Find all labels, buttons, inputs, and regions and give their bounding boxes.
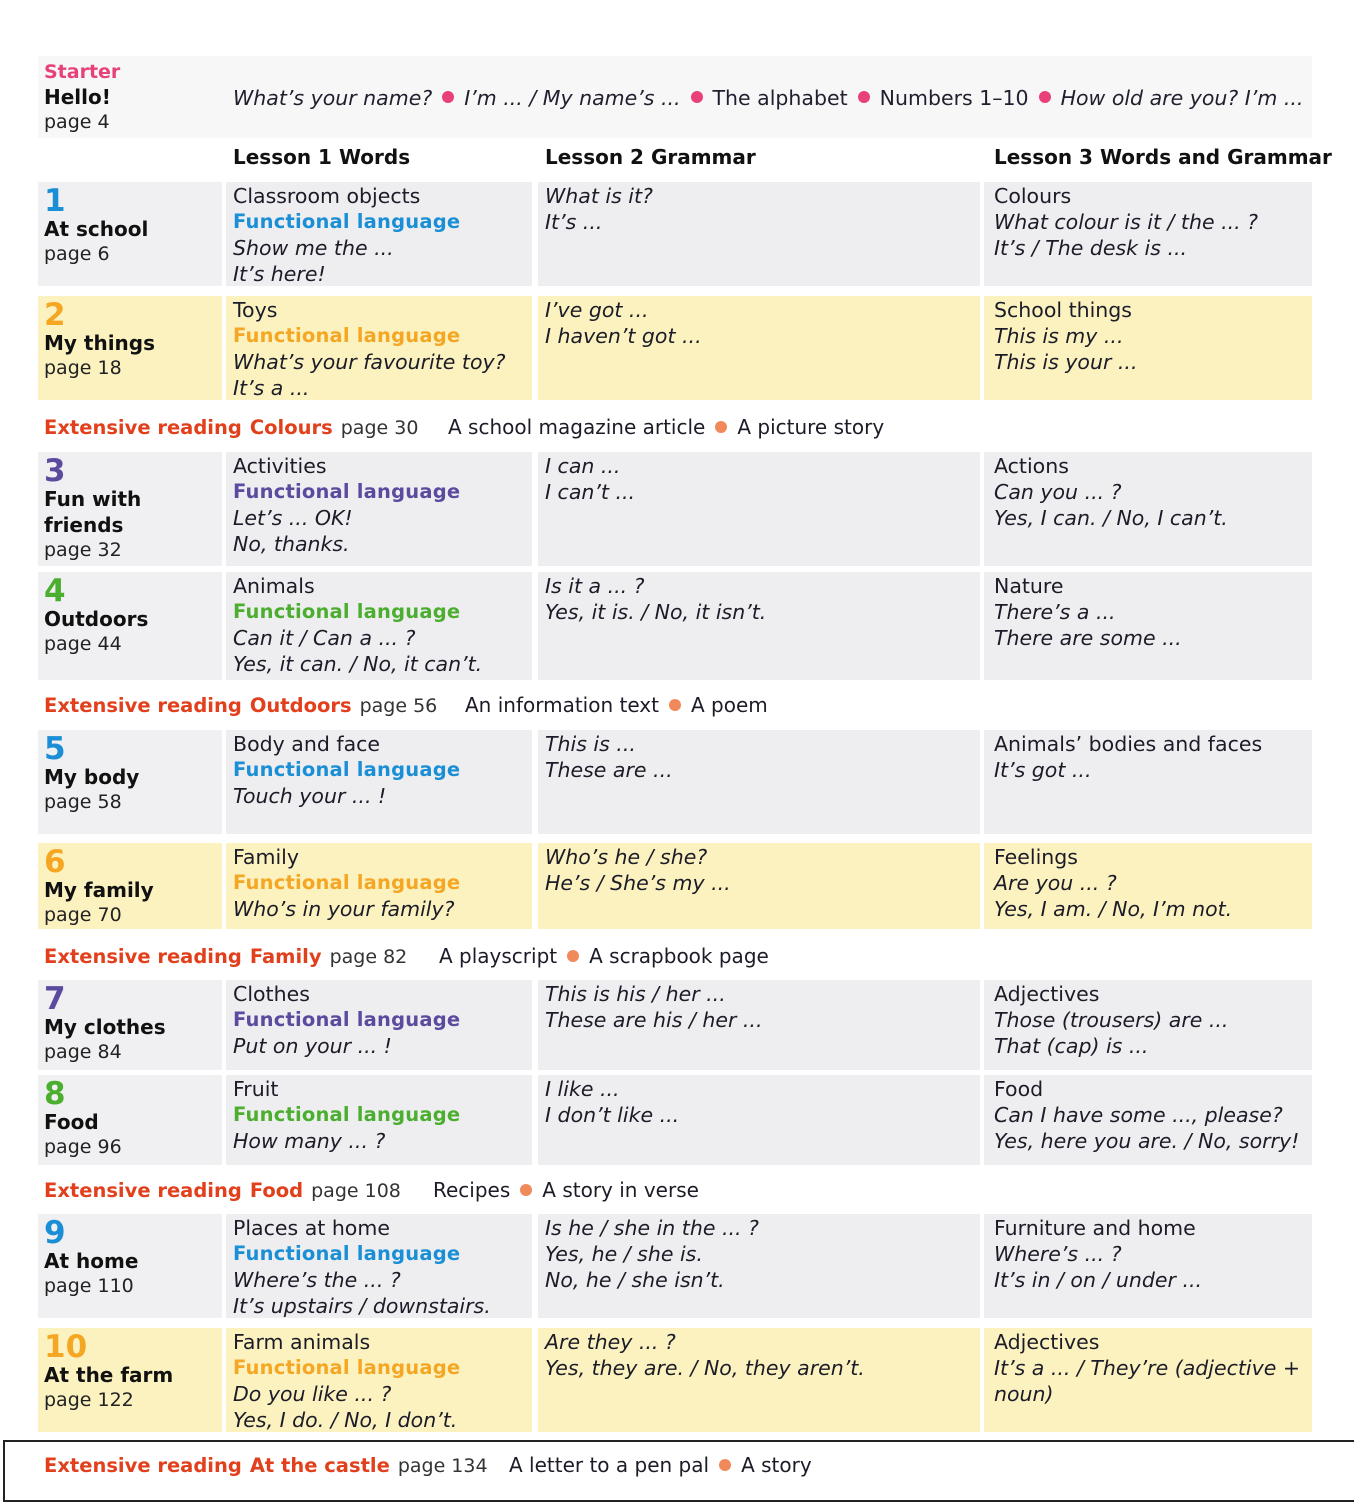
- text-type-a: A playscript: [439, 944, 558, 968]
- grammar-phrase: It’s in / on / under ...: [994, 1268, 1203, 1292]
- extensive-reading-page: page 82: [329, 946, 408, 968]
- vocab-topic: Family: [233, 845, 299, 869]
- extensive-reading-page: page 56: [359, 695, 438, 717]
- bullet-dot: [520, 1184, 532, 1196]
- lesson2-content: [545, 453, 635, 505]
- lesson2-content: [545, 183, 653, 235]
- lesson3-content: [994, 981, 1228, 1059]
- vocab-topic: Classroom objects: [233, 184, 421, 208]
- lesson1-content: [233, 844, 460, 922]
- extensive-reading-label: Extensive reading: [44, 416, 242, 439]
- bullet-dot: [442, 91, 454, 103]
- text-types: [448, 413, 884, 441]
- functional-phrase: How many ... ?: [233, 1129, 386, 1153]
- bullet-dot: [1039, 91, 1051, 103]
- lesson2-content: [545, 573, 766, 625]
- starter-item: I’m ... / My name’s ...: [464, 86, 681, 110]
- vocab-topic: Body and face: [233, 732, 381, 756]
- extensive-reading-topic: Outdoors: [249, 694, 352, 717]
- unit-label: [44, 1076, 224, 1159]
- starter-label: Starter: [44, 61, 121, 83]
- starter-item: The alphabet: [712, 86, 848, 110]
- grammar-phrase: Can I have some ..., please?: [994, 1103, 1283, 1127]
- functional-phrase: It’s a ...: [233, 376, 310, 400]
- grammar-phrase: Yes, he / she is.: [545, 1242, 703, 1266]
- starter-item: Numbers 1–10: [879, 86, 1029, 110]
- grammar-phrase: What is it?: [545, 184, 653, 208]
- extensive-reading-page: page 108: [311, 1180, 401, 1202]
- grammar-phrase: It’s a ... / They’re (adjective +: [994, 1356, 1301, 1380]
- grammar-phrase: Is it a ... ?: [545, 574, 645, 598]
- unit-number: 2: [44, 297, 66, 333]
- text-type-a: Recipes: [433, 1178, 511, 1202]
- functional-phrase: Show me the ...: [233, 236, 394, 260]
- grammar-phrase: Yes, here you are. / No, sorry!: [994, 1129, 1300, 1153]
- unit-label: [44, 844, 224, 927]
- lesson1-content: [233, 183, 460, 287]
- unit-page: page 96: [44, 1136, 122, 1158]
- unit-label: [44, 297, 224, 380]
- unit-label: [44, 731, 224, 814]
- grammar-phrase: Can you ... ?: [994, 480, 1122, 504]
- functional-language-label: Functional language: [233, 1356, 461, 1379]
- unit-page: page 18: [44, 357, 122, 379]
- extensive-reading-label: Extensive reading: [44, 945, 242, 968]
- extensive-reading-row: [44, 691, 1304, 719]
- grammar-phrase: This is his / her ...: [545, 982, 726, 1006]
- extensive-reading-topic: Family: [249, 945, 322, 968]
- unit-number: 7: [44, 981, 66, 1017]
- functional-phrase: Yes, I do. / No, I don’t.: [233, 1408, 458, 1432]
- grammar-phrase: There’s a ...: [994, 600, 1116, 624]
- starter-page: page 4: [44, 111, 110, 133]
- lesson2-content: [545, 731, 673, 783]
- starter-item: What’s your name?: [233, 86, 433, 110]
- unit-title: Outdoors: [44, 607, 149, 631]
- grammar-phrase: I don’t like ...: [545, 1103, 680, 1127]
- grammar-phrase: Yes, I am. / No, I’m not.: [994, 897, 1233, 921]
- grammar-phrase: I can ...: [545, 454, 621, 478]
- functional-language-label: Functional language: [233, 210, 461, 233]
- unit-title: My clothes: [44, 1015, 166, 1039]
- vocab-topic: Animals’ bodies and faces: [994, 732, 1263, 756]
- unit-number: 10: [44, 1329, 88, 1365]
- functional-phrase: It’s upstairs / downstairs.: [233, 1294, 491, 1318]
- lesson1-content: [233, 1215, 491, 1319]
- grammar-phrase: That (cap) is ...: [994, 1034, 1149, 1058]
- bullet-dot: [858, 91, 870, 103]
- grammar-phrase: I can’t ...: [545, 480, 636, 504]
- grammar-phrase: Are they ... ?: [545, 1330, 676, 1354]
- extensive-reading-topic: At the castle: [249, 1454, 390, 1477]
- unit-page: page 58: [44, 791, 122, 813]
- lesson3-content: [994, 1076, 1299, 1154]
- extensive-reading-topic: Food: [249, 1179, 304, 1202]
- lesson1-content: [233, 573, 482, 677]
- grammar-phrase: No, he / she isn’t.: [545, 1268, 725, 1292]
- lesson1-content: [233, 297, 506, 401]
- vocab-topic: Adjectives: [994, 1330, 1100, 1354]
- unit-title: Fun with: [44, 487, 142, 511]
- text-type-b: A story in verse: [542, 1178, 699, 1202]
- unit-title: My things: [44, 331, 156, 355]
- unit-page: page 84: [44, 1041, 122, 1063]
- text-type-b: A picture story: [737, 415, 885, 439]
- grammar-phrase: These are ...: [545, 758, 673, 782]
- unit-label: [44, 981, 224, 1064]
- unit-label: [44, 453, 224, 562]
- extensive-reading-row: [44, 942, 1304, 970]
- functional-language-label: Functional language: [233, 1008, 461, 1031]
- unit-label: [44, 1215, 224, 1298]
- unit-number: 8: [44, 1076, 66, 1112]
- functional-language-label: Functional language: [233, 480, 461, 503]
- unit-number: 5: [44, 731, 66, 767]
- unit-label: [44, 183, 224, 266]
- bullet-dot: [669, 699, 681, 711]
- vocab-topic: Fruit: [233, 1077, 279, 1101]
- functional-phrase: Let’s ... OK!: [233, 506, 353, 530]
- unit-title: At school: [44, 217, 149, 241]
- grammar-phrase: It’s ...: [545, 210, 603, 234]
- lesson3-content: [994, 183, 1258, 261]
- text-type-a: A school magazine article: [448, 415, 706, 439]
- extensive-reading-row: [44, 1176, 1304, 1204]
- starter-items: [233, 84, 1303, 112]
- lesson2-content: [545, 844, 731, 896]
- vocab-topic: Furniture and home: [994, 1216, 1196, 1240]
- grammar-phrase: Is he / she in the ... ?: [545, 1216, 759, 1240]
- bullet-dot: [691, 91, 703, 103]
- header-lesson2: Lesson 2 Grammar: [545, 145, 756, 169]
- lesson3-content: [994, 844, 1232, 922]
- extensive-reading-page: page 134: [397, 1455, 488, 1477]
- lesson1-content: [233, 981, 460, 1059]
- grammar-phrase: Yes, they are. / No, they aren’t.: [545, 1356, 865, 1380]
- functional-language-label: Functional language: [233, 600, 461, 623]
- unit-title: At the farm: [44, 1363, 174, 1387]
- unit-number: 4: [44, 573, 66, 609]
- vocab-topic: Toys: [233, 298, 278, 322]
- functional-phrase: No, thanks.: [233, 532, 350, 556]
- unit-page: page 70: [44, 904, 122, 926]
- grammar-phrase: Those (trousers) are ...: [994, 1008, 1229, 1032]
- lesson2-content: [545, 1076, 679, 1128]
- unit-title-line2: friends: [44, 513, 124, 537]
- grammar-phrase: noun): [994, 1382, 1054, 1406]
- functional-phrase: Do you like ... ?: [233, 1382, 392, 1406]
- unit-page: page 44: [44, 633, 122, 655]
- unit-label: [44, 573, 224, 656]
- header-lesson1: Lesson 1 Words: [233, 145, 411, 169]
- functional-phrase: Where’s the ... ?: [233, 1268, 401, 1292]
- lesson1-content: [233, 453, 460, 557]
- grammar-phrase: I like ...: [545, 1077, 620, 1101]
- grammar-phrase: This is my ...: [994, 324, 1124, 348]
- grammar-phrase: Yes, I can. / No, I can’t.: [994, 506, 1228, 530]
- bullet-dot: [715, 421, 727, 433]
- unit-page: page 110: [44, 1275, 134, 1297]
- starter-title: Hello!: [44, 85, 111, 109]
- unit-number: 1: [44, 183, 66, 219]
- text-types: [439, 942, 769, 970]
- header-lesson3: Lesson 3 Words and Grammar: [994, 145, 1332, 169]
- lesson3-content: [994, 1329, 1300, 1407]
- starter-item: How old are you? I’m ...: [1060, 86, 1304, 110]
- grammar-phrase: Where’s ... ?: [994, 1242, 1122, 1266]
- vocab-topic: Animals: [233, 574, 315, 598]
- lesson3-content: [994, 573, 1182, 651]
- grammar-phrase: This is your ...: [994, 350, 1138, 374]
- extensive-reading-row: [44, 413, 1304, 441]
- unit-page: page 32: [44, 539, 122, 561]
- extensive-reading-topic: Colours: [249, 416, 333, 439]
- vocab-topic: Food: [994, 1077, 1044, 1101]
- vocab-topic: Clothes: [233, 982, 310, 1006]
- text-types: [465, 691, 768, 719]
- lesson3-content: [994, 297, 1137, 375]
- vocab-topic: Actions: [994, 454, 1069, 478]
- lesson2-content: [545, 1329, 865, 1381]
- functional-phrase: Who’s in your family?: [233, 897, 455, 921]
- unit-title: Food: [44, 1110, 99, 1134]
- functional-phrase: What’s your favourite toy?: [233, 350, 506, 374]
- functional-language-label: Functional language: [233, 758, 461, 781]
- lesson1-content: [233, 1329, 460, 1433]
- lesson3-content: [994, 1215, 1202, 1293]
- vocab-topic: Farm animals: [233, 1330, 371, 1354]
- grammar-phrase: I’ve got ...: [545, 298, 649, 322]
- vocab-topic: Activities: [233, 454, 327, 478]
- grammar-phrase: Are you ... ?: [994, 871, 1117, 895]
- unit-label: [44, 1329, 224, 1412]
- text-type-a: A letter to a pen pal: [509, 1453, 710, 1477]
- bottom-frame: [3, 1440, 1354, 1502]
- functional-language-label: Functional language: [233, 871, 461, 894]
- grammar-phrase: It’s got ...: [994, 758, 1092, 782]
- lesson1-content: [233, 731, 460, 809]
- unit-title: My body: [44, 765, 140, 789]
- grammar-phrase: What colour is it / the ... ?: [994, 210, 1259, 234]
- extensive-reading-label: Extensive reading: [44, 1179, 242, 1202]
- vocab-topic: School things: [994, 298, 1132, 322]
- grammar-phrase: This is ...: [545, 732, 636, 756]
- grammar-phrase: Yes, it is. / No, it isn’t.: [545, 600, 767, 624]
- text-type-a: An information text: [465, 693, 659, 717]
- grammar-phrase: It’s / The desk is ...: [994, 236, 1187, 260]
- unit-page: page 6: [44, 243, 110, 265]
- grammar-phrase: He’s / She’s my ...: [545, 871, 731, 895]
- grammar-phrase: I haven’t got ...: [545, 324, 702, 348]
- functional-phrase: It’s here!: [233, 262, 326, 286]
- vocab-topic: Colours: [994, 184, 1072, 208]
- extensive-reading-page: page 30: [340, 417, 419, 439]
- functional-language-label: Functional language: [233, 324, 461, 347]
- lesson3-content: [994, 453, 1228, 531]
- lesson1-content: [233, 1076, 460, 1154]
- vocab-topic: Feelings: [994, 845, 1078, 869]
- text-type-b: A scrapbook page: [589, 944, 769, 968]
- lesson2-content: [545, 981, 762, 1033]
- lesson3-content: [994, 731, 1262, 783]
- grammar-phrase: These are his / her ...: [545, 1008, 763, 1032]
- unit-number: 3: [44, 453, 66, 489]
- unit-number: 6: [44, 844, 66, 880]
- unit-page: page 122: [44, 1389, 134, 1411]
- grammar-phrase: Who’s he / she?: [545, 845, 708, 869]
- functional-phrase: Yes, it can. / No, it can’t.: [233, 652, 483, 676]
- functional-phrase: Put on your ... !: [233, 1034, 392, 1058]
- functional-language-label: Functional language: [233, 1242, 461, 1265]
- grammar-phrase: There are some ...: [994, 626, 1182, 650]
- vocab-topic: Places at home: [233, 1216, 390, 1240]
- functional-phrase: Can it / Can a ... ?: [233, 626, 416, 650]
- text-type-b: A story: [741, 1453, 812, 1477]
- starter-label-cell: [44, 60, 224, 134]
- vocab-topic: Nature: [994, 574, 1064, 598]
- unit-title: My family: [44, 878, 154, 902]
- unit-title: At home: [44, 1249, 139, 1273]
- unit-number: 9: [44, 1215, 66, 1251]
- lesson2-content: [545, 1215, 759, 1293]
- text-types: [433, 1176, 699, 1204]
- functional-phrase: Touch your ... !: [233, 784, 387, 808]
- bullet-dot: [567, 950, 579, 962]
- functional-language-label: Functional language: [233, 1103, 461, 1126]
- extensive-reading-label: Extensive reading: [44, 1454, 242, 1477]
- vocab-topic: Adjectives: [994, 982, 1100, 1006]
- extensive-reading-label: Extensive reading: [44, 694, 242, 717]
- text-type-b: A poem: [690, 693, 768, 717]
- lesson2-content: [545, 297, 702, 349]
